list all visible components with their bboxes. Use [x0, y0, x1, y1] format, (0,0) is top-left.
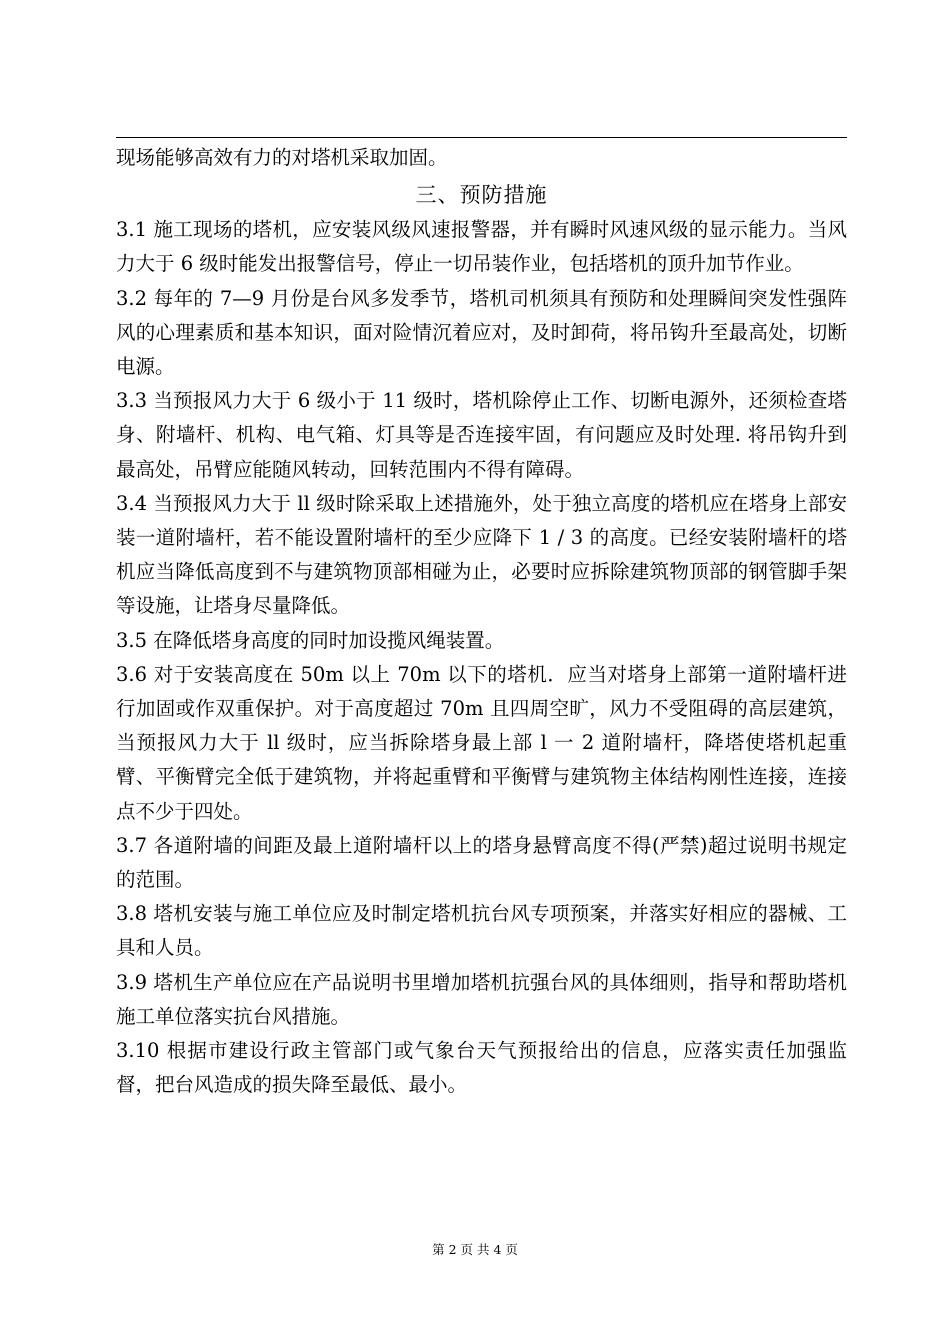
item-3-10: 3.10 根据市建设行政主管部门或气象台天气预报给出的信息，应落实责任加强监督，把台风造成的损失降至最低、最小。 — [116, 1039, 847, 1097]
item-3-1: 3.1 施工现场的塔机，应安装风级风速报警器，并有瞬时风速风级的显示能力。当风力大于 6 级时能发出报警信号，停止一切吊装作业，包括塔机的顶升加节作业。 — [116, 218, 847, 276]
header-rule — [116, 137, 847, 138]
item-3-2: 3.2 每年的 7—9 月份是台风多发季节，塔机司机须具有预防和处理瞬间突发性强阵风的心理素质和基本知识，面对险情沉着应对，及时卸荷，将吊钩升至最高处，切断电源。 — [116, 286, 847, 379]
item-3-5: 3.5 在降低塔身高度的同时加设揽风绳装置。 — [116, 628, 505, 652]
section-title: 三、预防措施 — [415, 183, 548, 208]
item-3-8: 3.8 塔机安装与施工单位应及时制定塔机抗台风专项预案，并落实好相应的器械、工具和人员。 — [116, 902, 847, 960]
continuation-paragraph: 现场能够高效有力的对塔机采取加固。 — [116, 146, 448, 169]
item-3-4: 3.4 当预报风力大于 ll 级时除采取上述措施外，处于独立高度的塔机应在塔身上部安装一道附墙杆，若不能设置附墙杆的至少应降下 1 / 3 的高度。已经安装附墙杆的塔机应当降低高度到不与建筑物顶部相碰为止，必要时应拆除建筑物顶部的钢管脚手架等设施，让塔身尽量降低。 — [116, 491, 847, 618]
item-3-6: 3.6 对于安装高度在 50m 以上 70m 以下的塔机．应当对塔身上部第一道附墙杆进行加固或作双重保护。对于高度超过 70m 且四周空旷，风力不受阻碍的高层建筑，当预报风力大于 ll 级时，应当拆除塔身最上部 l 一 2 道附墙杆，降塔使塔机起重臂、平衡臂完全低于建筑物，并将起重臂和平衡臂与建筑物主体结构刚性连接，连接点不少于四处。 — [116, 662, 847, 823]
document-body — [116, 141, 847, 1102]
page-footer: 第 2 页 共 4 页 — [432, 1242, 518, 1257]
item-3-3: 3.3 当预报风力大于 6 级小于 11 级时，塔机除停止工作、切断电源外，还须检查塔身、附墙杆、机构、电气箱、灯具等是否连接牢固，有问题应及时处理. 将吊钩升到最高处，吊臂应能随风转动，回转范围内不得有障碍。 — [116, 389, 847, 481]
item-3-7: 3.7 各道附墙的间距及最上道附墙杆以上的塔身悬臂高度不得(严禁)超过说明书规定的范围。 — [116, 833, 847, 892]
item-3-9: 3.9 塔机生产单位应在产品说明书里增加塔机抗强台风的具体细则，指导和帮助塔机施工单位落实抗台风措施。 — [116, 970, 847, 1028]
